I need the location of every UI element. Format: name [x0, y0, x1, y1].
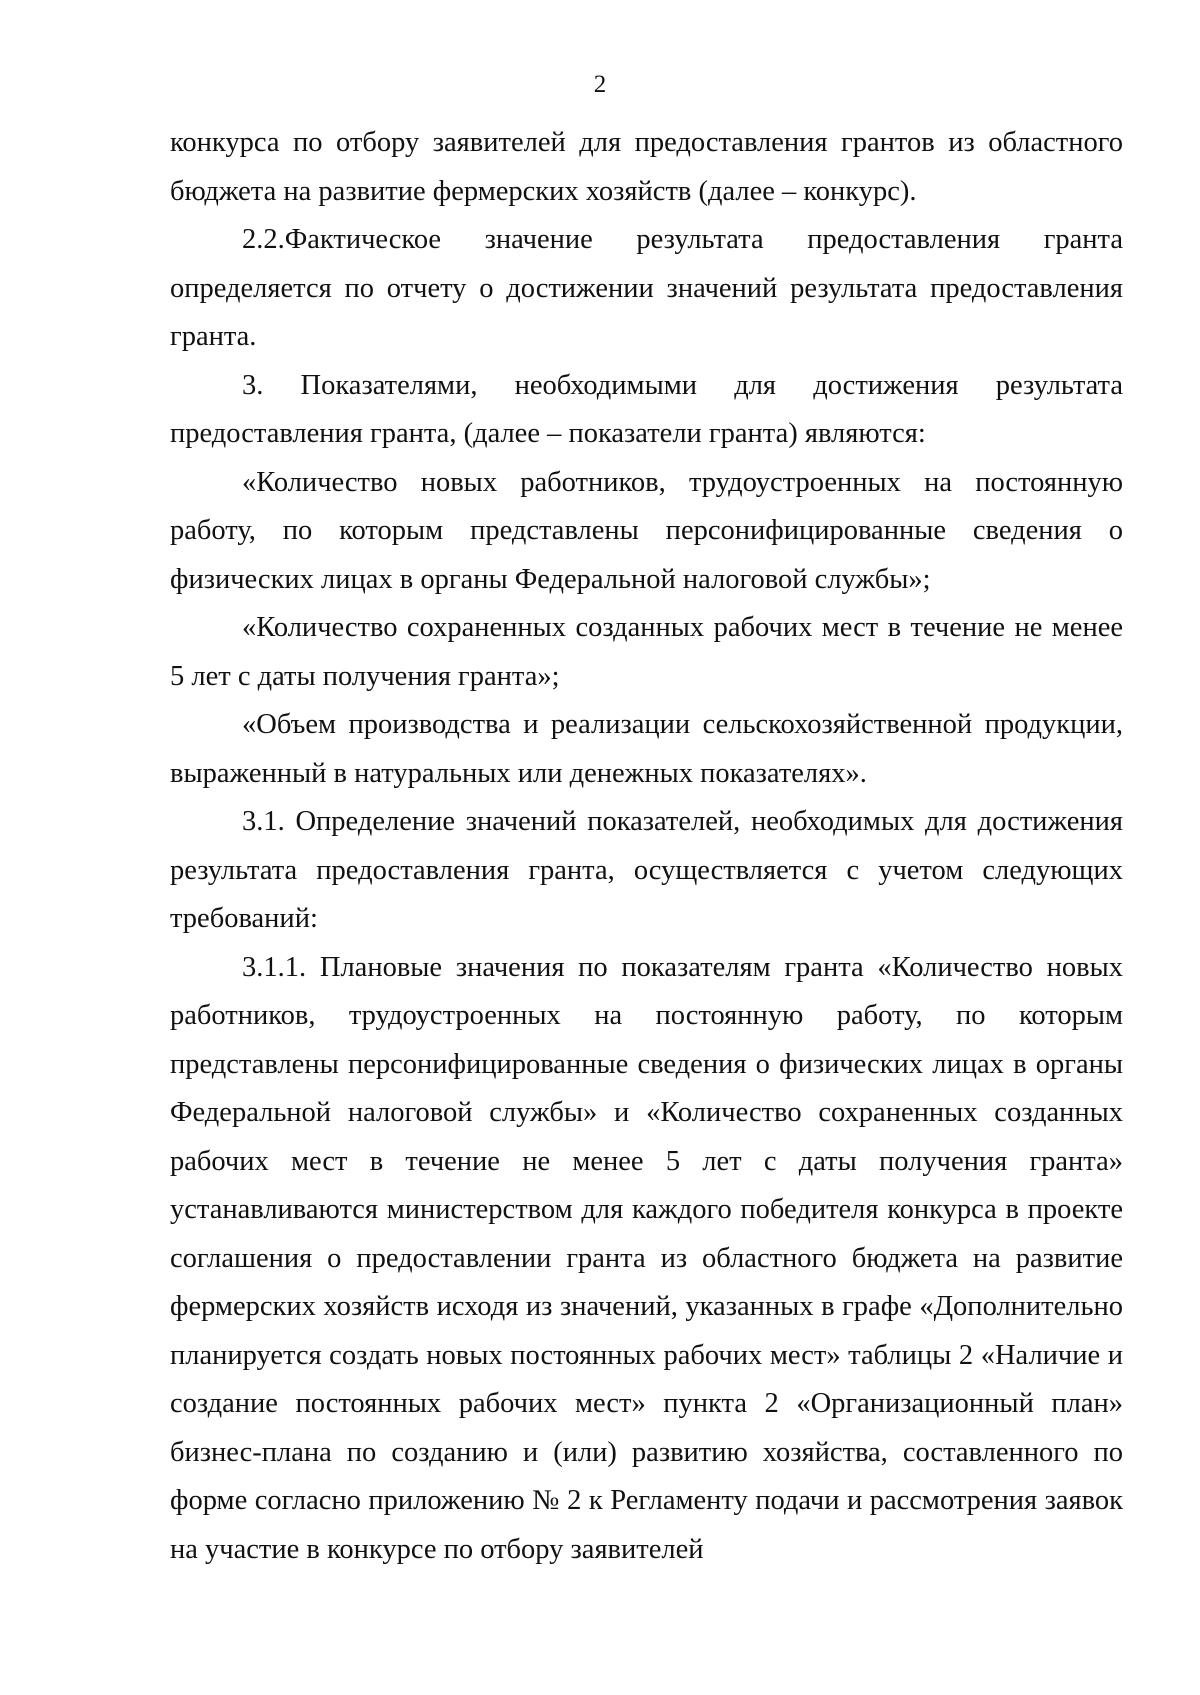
paragraph-2-2: 2.2.Фактическое значение результата предоставления гранта определяется по отчету о достижении значений результата предоставления гранта. — [170, 224, 1123, 352]
indicator-new-workers: «Количество новых работников, трудоустроенных на постоянную работу, по которым представлены персонифицированные сведения о физических лицах в органы Федеральной налоговой службы»; — [170, 466, 1123, 595]
page-number: 2 — [593, 71, 607, 98]
paragraph-3-1-1: 3.1.1. Плановые значения по показателям гранта «Количество новых работников, трудоустроенных на постоянную работу, по которым представлены персонифицированные сведения о физических лицах в органы Федеральной налоговой службы» и «Количество сохраненных созданных рабочих мест в течение не менее 5 лет с даты получения гранта» устанавливаются министерством для каждого победителя конкурса в проекте соглашения о предоставлении гранта из областного бюджета на развитие фермерских хозяйств исходя из значений, указанных в графе «Дополнительно планируется создать новых постоянных рабочих мест» таблицы 2 «Наличие и создание постоянных рабочих мест» пункта 2 «Организационный план» бизнес-плана по созданию и (или) развитию хозяйства, составленного по форме согласно приложению № 2 к Регламенту подачи и рассмотрения заявок на участие в конкурсе по отбору заявителей — [170, 951, 1123, 1565]
paragraph-3-1: 3.1. Определение значений показателей, необходимых для достижения результата предоставления гранта, осуществляется с учетом следующих требований: — [170, 806, 1123, 934]
indicator-production-volume: «Объем производства и реализации сельскохозяйственной продукции, выраженный в натуральных или денежных показателях». — [170, 709, 1123, 789]
paragraph-3: 3. Показателями, необходимыми для достижения результата предоставления гранта, (далее – показатели гранта) являются: — [170, 369, 1123, 449]
paragraph-continuation: конкурса по отбору заявителей для предоставления грантов из областного бюджета на развитие фермерских хозяйств (далее – конкурс). — [170, 127, 1123, 207]
document-body — [170, 119, 1123, 1574]
indicator-saved-jobs: «Количество сохраненных созданных рабочих мест в течение не менее 5 лет с даты получения гранта»; — [170, 612, 1123, 692]
